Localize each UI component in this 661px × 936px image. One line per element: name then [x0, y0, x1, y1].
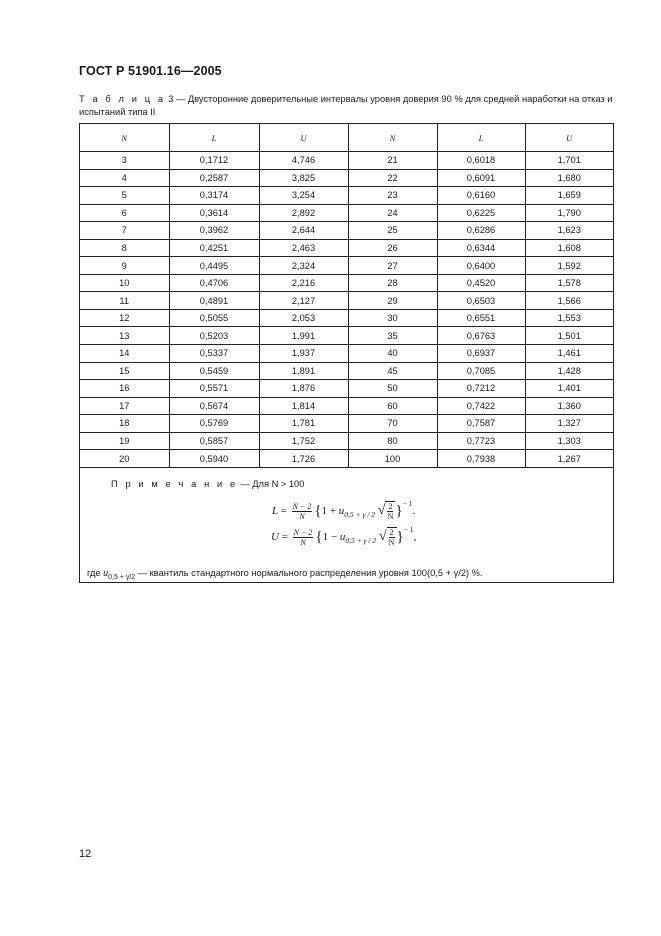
- table-cell: 16: [80, 380, 169, 398]
- formula-u: u: [338, 505, 345, 517]
- table-cell: 28: [348, 274, 437, 292]
- formula-lower-bound: [272, 499, 415, 521]
- table-cell: 0,6344: [437, 239, 525, 257]
- where-explanation: [87, 568, 483, 581]
- formula-tail: .: [412, 505, 416, 517]
- formula-one: 1: [322, 531, 329, 543]
- formula-sqrt: [379, 527, 397, 547]
- note-heading: [111, 479, 304, 489]
- table-cell: 1,752: [259, 432, 348, 450]
- table-cell: 0,7085: [437, 362, 525, 380]
- table-header-row: [80, 124, 613, 152]
- table-row: [80, 204, 613, 222]
- table-cell: 2,053: [259, 309, 348, 327]
- where-symbol: u: [103, 568, 109, 579]
- table-cell: 4: [80, 169, 169, 187]
- table-cell: 1,891: [259, 362, 348, 380]
- table-cell: 70: [348, 415, 437, 433]
- table-cell: 50: [348, 380, 437, 398]
- table-cell: 0,4706: [169, 274, 259, 292]
- table-cell: 3: [80, 152, 169, 170]
- formula-upper-bound: [271, 525, 416, 547]
- column-header: N: [348, 124, 437, 152]
- table-cell: 1,937: [259, 345, 348, 363]
- table-cell: 35: [348, 327, 437, 345]
- formula-sqrt: [378, 501, 396, 521]
- table-cell: 0,7938: [437, 450, 525, 468]
- formula-open-brace: {: [315, 528, 323, 545]
- table-cell: 4,746: [259, 152, 348, 170]
- table-row: [80, 309, 613, 327]
- table-cell: 6: [80, 204, 169, 222]
- sqrt-fraction: [387, 502, 393, 521]
- where-prefix: где: [87, 568, 104, 578]
- table-cell: 17: [80, 397, 169, 415]
- sqrt-numerator: 2: [388, 502, 393, 512]
- table-cell: 1,701: [525, 152, 613, 170]
- table-cell: 30: [348, 309, 437, 327]
- table-cell: 2,463: [259, 239, 348, 257]
- formula-lhs: U: [271, 531, 279, 543]
- table-row: [80, 239, 613, 257]
- table-cell: 2,216: [259, 274, 348, 292]
- formula-sign: +: [329, 505, 337, 517]
- table-cell: 8: [80, 239, 169, 257]
- sqrt-icon: √: [377, 503, 386, 519]
- table-cell: 0,7723: [437, 432, 525, 450]
- table-row: [80, 450, 613, 468]
- table-cell: 1,726: [259, 450, 348, 468]
- column-header: U: [259, 124, 348, 152]
- table-row: [80, 345, 613, 363]
- table-cell: 0,3614: [169, 204, 259, 222]
- document-header: ГОСТ Р 51901.16—2005: [79, 64, 222, 78]
- table-cell: 12: [80, 309, 169, 327]
- table-row: [80, 187, 613, 205]
- table-cell: 1,461: [525, 345, 613, 363]
- table-cell: 45: [348, 362, 437, 380]
- sqrt-numerator: 2: [389, 528, 394, 538]
- table-cell: 0,5769: [169, 415, 259, 433]
- table-cell: 9: [80, 257, 169, 275]
- table-cell: 0,4251: [169, 239, 259, 257]
- formula-exponent: − 1: [403, 525, 414, 534]
- table-cell: 1,327: [525, 415, 613, 433]
- where-subscript: 0,5 + γ/2: [108, 573, 136, 581]
- table-cell: 3,825: [259, 169, 348, 187]
- table-row: [80, 169, 613, 187]
- table-cell: 1,814: [259, 397, 348, 415]
- table-cell: 0,6286: [437, 222, 525, 240]
- table-cell: 0,5857: [169, 432, 259, 450]
- table-cell: 5: [80, 187, 169, 205]
- table-row: [80, 152, 613, 170]
- formula-fraction: [293, 528, 314, 547]
- table-row: [80, 274, 613, 292]
- table-cell: 1,659: [525, 187, 613, 205]
- table-cell: 26: [348, 239, 437, 257]
- table-cell: 0,6160: [437, 187, 525, 205]
- table-caption: [79, 93, 619, 119]
- page-number: 12: [79, 848, 92, 860]
- table-cell: 3,254: [259, 187, 348, 205]
- table-cell: 0,6551: [437, 309, 525, 327]
- table-cell: 0,4891: [169, 292, 259, 310]
- table-cell: 24: [348, 204, 437, 222]
- table-cell: 0,2587: [169, 169, 259, 187]
- table-body: [80, 152, 613, 468]
- table-cell: 1,401: [525, 380, 613, 398]
- table-cell: 0,3962: [169, 222, 259, 240]
- table-cell: 1,566: [525, 292, 613, 310]
- table-cell: 0,4495: [169, 257, 259, 275]
- sqrt-denominator: N: [387, 512, 394, 522]
- table-cell: 21: [348, 152, 437, 170]
- sqrt-denominator: N: [388, 538, 395, 548]
- table-row: [80, 397, 613, 415]
- table-cell: 0,5940: [169, 450, 259, 468]
- table-cell: 27: [348, 257, 437, 275]
- table-cell: 20: [80, 450, 169, 468]
- formula-u: u: [339, 531, 346, 543]
- table-cell: 25: [348, 222, 437, 240]
- table-cell: 0,6091: [437, 169, 525, 187]
- table-cell: 0,6225: [437, 204, 525, 222]
- table-cell: 1,303: [525, 432, 613, 450]
- caption-number: 3: [168, 94, 174, 104]
- table-cell: 1,623: [525, 222, 613, 240]
- table-cell: 0,5571: [169, 380, 259, 398]
- note-label: П р и м е ч а н и е: [111, 479, 238, 489]
- table-row: [80, 257, 613, 275]
- table-cell: 22: [348, 169, 437, 187]
- column-header: N: [80, 124, 169, 152]
- formula-sign: −: [330, 531, 338, 543]
- formula-close-brace: }: [395, 502, 403, 519]
- table-cell: 2,127: [259, 292, 348, 310]
- table-cell: 1,680: [525, 169, 613, 187]
- table-cell: 2,324: [259, 257, 348, 275]
- formula-close-brace: }: [396, 528, 404, 545]
- table-cell: 1,608: [525, 239, 613, 257]
- formula-fraction: [292, 502, 313, 521]
- table-cell: 15: [80, 362, 169, 380]
- table-cell: 0,4520: [437, 274, 525, 292]
- formula-equals: =: [281, 531, 288, 543]
- table-cell: 18: [80, 415, 169, 433]
- note-condition: — Для N > 100: [237, 479, 305, 489]
- where-text: — квантиль стандартного нормального распределения уровня 100(0,5 + γ/2) %.: [135, 568, 483, 578]
- table-cell: 11: [80, 292, 169, 310]
- table-cell: 0,5674: [169, 397, 259, 415]
- formula-subscript: 0,5 + γ / 2: [344, 510, 376, 520]
- table-cell: 1,592: [525, 257, 613, 275]
- table-row: [80, 327, 613, 345]
- table-cell: 1,360: [525, 397, 613, 415]
- table-row: [80, 432, 613, 450]
- table-cell: 60: [348, 397, 437, 415]
- caption-text: — Двусторонние доверительные интервалы уровня доверия 90 % для средней наработки на отказ и испытаний типа II: [79, 94, 613, 117]
- sqrt-fraction: [389, 528, 395, 547]
- table-row: [80, 222, 613, 240]
- table-cell: 0,7422: [437, 397, 525, 415]
- table-cell: 2,644: [259, 222, 348, 240]
- table-cell: 1,267: [525, 450, 613, 468]
- table-row: [80, 362, 613, 380]
- table-cell: 0,6018: [437, 152, 525, 170]
- formula-exponent: − 1: [402, 499, 413, 508]
- table-cell: 1,991: [259, 327, 348, 345]
- fraction-denominator: N: [300, 537, 306, 547]
- formula-one: 1: [321, 505, 328, 517]
- formula-subscript: 0,5 + γ / 2: [345, 536, 377, 546]
- table-cell: 1,790: [525, 204, 613, 222]
- confidence-interval-table: [80, 124, 613, 468]
- table-cell: 1,781: [259, 415, 348, 433]
- table-cell: 100: [348, 450, 437, 468]
- table-cell: 80: [348, 432, 437, 450]
- table-cell: 0,6763: [437, 327, 525, 345]
- fraction-numerator: N − 2: [293, 527, 313, 537]
- formula-lhs: L: [272, 505, 278, 517]
- formula-equals: =: [280, 505, 287, 517]
- fraction-denominator: N: [299, 511, 305, 521]
- table-cell: 0,7587: [437, 415, 525, 433]
- table-cell: 1,553: [525, 309, 613, 327]
- sqrt-icon: √: [378, 529, 387, 545]
- table-cell: 23: [348, 187, 437, 205]
- table-cell: 2,892: [259, 204, 348, 222]
- table-cell: 0,1712: [169, 152, 259, 170]
- column-header: L: [169, 124, 259, 152]
- table-cell: 14: [80, 345, 169, 363]
- table-cell: 0,5337: [169, 345, 259, 363]
- table-row: [80, 380, 613, 398]
- formula-open-brace: {: [314, 502, 322, 519]
- formula-tail: ,: [413, 531, 417, 543]
- table-cell: 40: [348, 345, 437, 363]
- table-cell: 1,876: [259, 380, 348, 398]
- table-cell: 13: [80, 327, 169, 345]
- table-cell: 7: [80, 222, 169, 240]
- caption-label: Т а б л и ц а: [79, 94, 166, 104]
- fraction-numerator: N − 2: [292, 501, 312, 511]
- table-row: [80, 415, 613, 433]
- table-cell: 0,5459: [169, 362, 259, 380]
- table-cell: 10: [80, 274, 169, 292]
- table-cell: 0,7212: [437, 380, 525, 398]
- table-cell: 19: [80, 432, 169, 450]
- table-cell: 1,578: [525, 274, 613, 292]
- table-cell: 0,3174: [169, 187, 259, 205]
- table-cell: 0,5203: [169, 327, 259, 345]
- table-cell: 29: [348, 292, 437, 310]
- table-cell: 0,6400: [437, 257, 525, 275]
- table-cell: 1,501: [525, 327, 613, 345]
- table-cell: 1,428: [525, 362, 613, 380]
- table-row: [80, 292, 613, 310]
- table-cell: 0,6503: [437, 292, 525, 310]
- table-cell: 0,6937: [437, 345, 525, 363]
- table-cell: 0,5055: [169, 309, 259, 327]
- column-header: L: [437, 124, 525, 152]
- column-header: U: [525, 124, 613, 152]
